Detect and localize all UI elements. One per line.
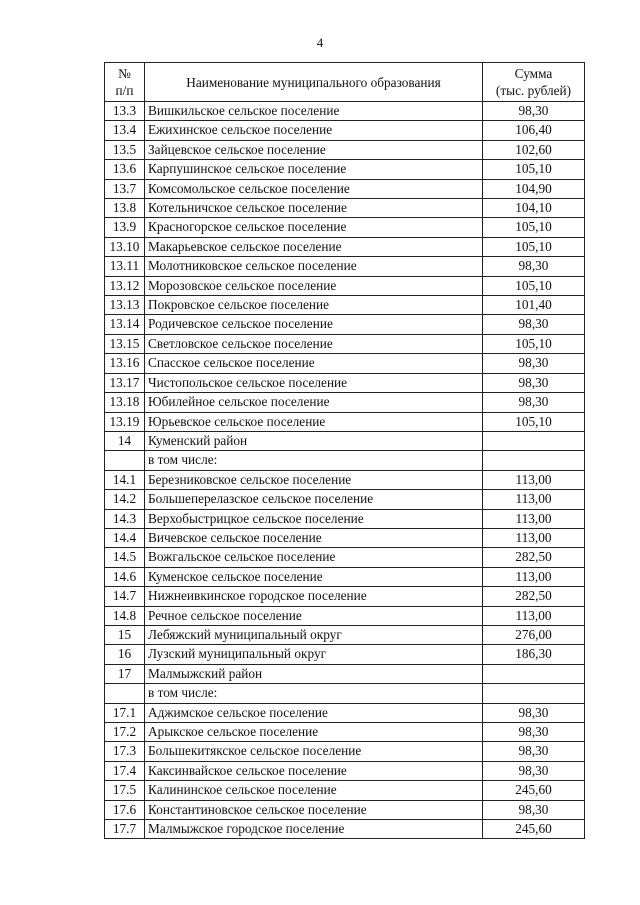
row-name: Карпушинское сельское поселение bbox=[145, 160, 483, 179]
table-row bbox=[105, 548, 585, 567]
row-sum: 282,50 bbox=[483, 548, 585, 567]
row-sum: 98,30 bbox=[483, 723, 585, 742]
table-row bbox=[105, 431, 585, 450]
row-number: 13.11 bbox=[105, 257, 145, 276]
header-name: Наименование муниципального образования bbox=[145, 63, 483, 102]
row-number: 14.6 bbox=[105, 567, 145, 586]
table-row bbox=[105, 567, 585, 586]
row-number: 13.15 bbox=[105, 334, 145, 353]
row-number: 17.4 bbox=[105, 761, 145, 780]
row-name: Арыкское сельское поселение bbox=[145, 723, 483, 742]
row-name: Лузский муниципальный округ bbox=[145, 645, 483, 664]
row-name: Куменское сельское поселение bbox=[145, 567, 483, 586]
row-sum bbox=[483, 664, 585, 683]
table-row bbox=[105, 412, 585, 431]
row-number bbox=[105, 684, 145, 703]
row-sum: 105,10 bbox=[483, 237, 585, 256]
row-sum bbox=[483, 431, 585, 450]
table-row bbox=[105, 393, 585, 412]
row-name: Большекитякское сельское поселение bbox=[145, 742, 483, 761]
row-name: Юрьевское сельское поселение bbox=[145, 412, 483, 431]
row-name: Каксинвайское сельское поселение bbox=[145, 761, 483, 780]
table-row bbox=[105, 490, 585, 509]
row-number: 14.4 bbox=[105, 528, 145, 547]
row-sum: 105,10 bbox=[483, 218, 585, 237]
table-row bbox=[105, 121, 585, 140]
row-name: Котельничское сельское поселение bbox=[145, 199, 483, 218]
table-row bbox=[105, 315, 585, 334]
row-number: 17 bbox=[105, 664, 145, 683]
row-name: Макарьевское сельское поселение bbox=[145, 237, 483, 256]
row-name: Лебяжский муниципальный округ bbox=[145, 625, 483, 644]
row-name: Зайцевское сельское поселение bbox=[145, 140, 483, 159]
row-name: Спасское сельское поселение bbox=[145, 354, 483, 373]
table-row bbox=[105, 218, 585, 237]
row-number: 13.16 bbox=[105, 354, 145, 373]
row-name: в том числе: bbox=[145, 684, 483, 703]
row-sum: 98,30 bbox=[483, 703, 585, 722]
table-body bbox=[105, 102, 585, 839]
row-sum: 113,00 bbox=[483, 470, 585, 489]
row-name: в том числе: bbox=[145, 451, 483, 470]
table-row bbox=[105, 625, 585, 644]
table-row bbox=[105, 723, 585, 742]
row-name: Молотниковское сельское поселение bbox=[145, 257, 483, 276]
table-row bbox=[105, 587, 585, 606]
table-row bbox=[105, 373, 585, 392]
row-name: Большеперелазское сельское поселение bbox=[145, 490, 483, 509]
row-sum: 105,10 bbox=[483, 412, 585, 431]
table-row bbox=[105, 451, 585, 470]
row-sum: 113,00 bbox=[483, 490, 585, 509]
row-number: 13.8 bbox=[105, 199, 145, 218]
row-number: 16 bbox=[105, 645, 145, 664]
table-row bbox=[105, 354, 585, 373]
table-row bbox=[105, 684, 585, 703]
row-sum: 98,30 bbox=[483, 102, 585, 121]
row-sum: 98,30 bbox=[483, 393, 585, 412]
row-sum: 105,10 bbox=[483, 160, 585, 179]
row-sum: 245,60 bbox=[483, 820, 585, 839]
table-row bbox=[105, 470, 585, 489]
row-sum: 98,30 bbox=[483, 800, 585, 819]
table-row bbox=[105, 703, 585, 722]
table-row bbox=[105, 606, 585, 625]
row-number: 14.8 bbox=[105, 606, 145, 625]
row-number: 13.6 bbox=[105, 160, 145, 179]
table-row bbox=[105, 102, 585, 121]
row-sum bbox=[483, 451, 585, 470]
allocation-table bbox=[104, 62, 585, 839]
table-row bbox=[105, 296, 585, 315]
row-sum: 104,90 bbox=[483, 179, 585, 198]
table-row bbox=[105, 742, 585, 761]
row-name: Малмыжское городское поселение bbox=[145, 820, 483, 839]
page-number: 4 bbox=[316, 35, 324, 50]
row-sum: 106,40 bbox=[483, 121, 585, 140]
row-sum: 98,30 bbox=[483, 257, 585, 276]
row-number: 14.2 bbox=[105, 490, 145, 509]
header-sum-line2: (тыс. рублей) bbox=[495, 83, 572, 98]
row-name: Вичевское сельское поселение bbox=[145, 528, 483, 547]
table-row bbox=[105, 334, 585, 353]
row-sum: 98,30 bbox=[483, 373, 585, 392]
row-number: 14 bbox=[105, 431, 145, 450]
row-sum: 98,30 bbox=[483, 354, 585, 373]
table-row bbox=[105, 140, 585, 159]
row-sum: 113,00 bbox=[483, 567, 585, 586]
row-sum: 101,40 bbox=[483, 296, 585, 315]
header-sum-line1: Сумма bbox=[514, 66, 553, 81]
table-header-row bbox=[105, 63, 585, 102]
row-number: 13.18 bbox=[105, 393, 145, 412]
row-name: Покровское сельское поселение bbox=[145, 296, 483, 315]
row-sum: 276,00 bbox=[483, 625, 585, 644]
table-row bbox=[105, 509, 585, 528]
row-number: 13.9 bbox=[105, 218, 145, 237]
row-sum: 98,30 bbox=[483, 315, 585, 334]
row-number: 13.10 bbox=[105, 237, 145, 256]
row-number bbox=[105, 451, 145, 470]
header-number bbox=[105, 63, 145, 102]
row-number: 15 bbox=[105, 625, 145, 644]
table-row bbox=[105, 761, 585, 780]
header-number-line1: № bbox=[118, 66, 131, 81]
row-name: Вишкильское сельское поселение bbox=[145, 102, 483, 121]
row-name: Речное сельское поселение bbox=[145, 606, 483, 625]
table-row bbox=[105, 820, 585, 839]
row-name: Ежихинское сельское поселение bbox=[145, 121, 483, 140]
row-name: Комсомольское сельское поселение bbox=[145, 179, 483, 198]
header-sum bbox=[483, 63, 585, 102]
row-sum: 113,00 bbox=[483, 606, 585, 625]
row-name: Красногорское сельское поселение bbox=[145, 218, 483, 237]
row-name: Константиновское сельское поселение bbox=[145, 800, 483, 819]
row-number: 13.3 bbox=[105, 102, 145, 121]
row-number: 17.6 bbox=[105, 800, 145, 819]
table-row bbox=[105, 528, 585, 547]
row-sum bbox=[483, 684, 585, 703]
row-number: 13.13 bbox=[105, 296, 145, 315]
row-name: Светловское сельское поселение bbox=[145, 334, 483, 353]
table-row bbox=[105, 645, 585, 664]
row-number: 13.19 bbox=[105, 412, 145, 431]
row-name: Куменский район bbox=[145, 431, 483, 450]
row-number: 14.1 bbox=[105, 470, 145, 489]
row-name: Малмыжский район bbox=[145, 664, 483, 683]
table-row bbox=[105, 781, 585, 800]
table-row bbox=[105, 179, 585, 198]
row-sum: 186,30 bbox=[483, 645, 585, 664]
row-number: 13.7 bbox=[105, 179, 145, 198]
row-number: 13.12 bbox=[105, 276, 145, 295]
row-name: Морозовское сельское поселение bbox=[145, 276, 483, 295]
row-sum: 102,60 bbox=[483, 140, 585, 159]
row-sum: 98,30 bbox=[483, 742, 585, 761]
row-name: Родичевское сельское поселение bbox=[145, 315, 483, 334]
row-number: 17.2 bbox=[105, 723, 145, 742]
table-row bbox=[105, 800, 585, 819]
row-name: Аджимское сельское поселение bbox=[145, 703, 483, 722]
row-sum: 245,60 bbox=[483, 781, 585, 800]
table-row bbox=[105, 257, 585, 276]
row-name: Вожгальское сельское поселение bbox=[145, 548, 483, 567]
header-number-line2: п/п bbox=[115, 83, 134, 98]
row-number: 13.14 bbox=[105, 315, 145, 334]
row-name: Верхобыстрицкое сельское поселение bbox=[145, 509, 483, 528]
row-number: 13.4 bbox=[105, 121, 145, 140]
table-row bbox=[105, 664, 585, 683]
row-sum: 105,10 bbox=[483, 276, 585, 295]
row-sum: 105,10 bbox=[483, 334, 585, 353]
row-name: Чистопольское сельское поселение bbox=[145, 373, 483, 392]
table-row bbox=[105, 276, 585, 295]
row-number: 17.3 bbox=[105, 742, 145, 761]
row-number: 14.5 bbox=[105, 548, 145, 567]
row-number: 17.7 bbox=[105, 820, 145, 839]
row-name: Нижнеивкинское городское поселение bbox=[145, 587, 483, 606]
row-number: 17.1 bbox=[105, 703, 145, 722]
row-sum: 98,30 bbox=[483, 761, 585, 780]
row-sum: 113,00 bbox=[483, 528, 585, 547]
row-sum: 104,10 bbox=[483, 199, 585, 218]
row-number: 17.5 bbox=[105, 781, 145, 800]
row-name: Юбилейное сельское поселение bbox=[145, 393, 483, 412]
row-name: Березниковское сельское поселение bbox=[145, 470, 483, 489]
row-number: 14.7 bbox=[105, 587, 145, 606]
table-row bbox=[105, 160, 585, 179]
row-sum: 113,00 bbox=[483, 509, 585, 528]
row-number: 14.3 bbox=[105, 509, 145, 528]
row-number: 13.17 bbox=[105, 373, 145, 392]
row-name: Калининское сельское поселение bbox=[145, 781, 483, 800]
row-number: 13.5 bbox=[105, 140, 145, 159]
table-row bbox=[105, 199, 585, 218]
row-sum: 282,50 bbox=[483, 587, 585, 606]
table-row bbox=[105, 237, 585, 256]
